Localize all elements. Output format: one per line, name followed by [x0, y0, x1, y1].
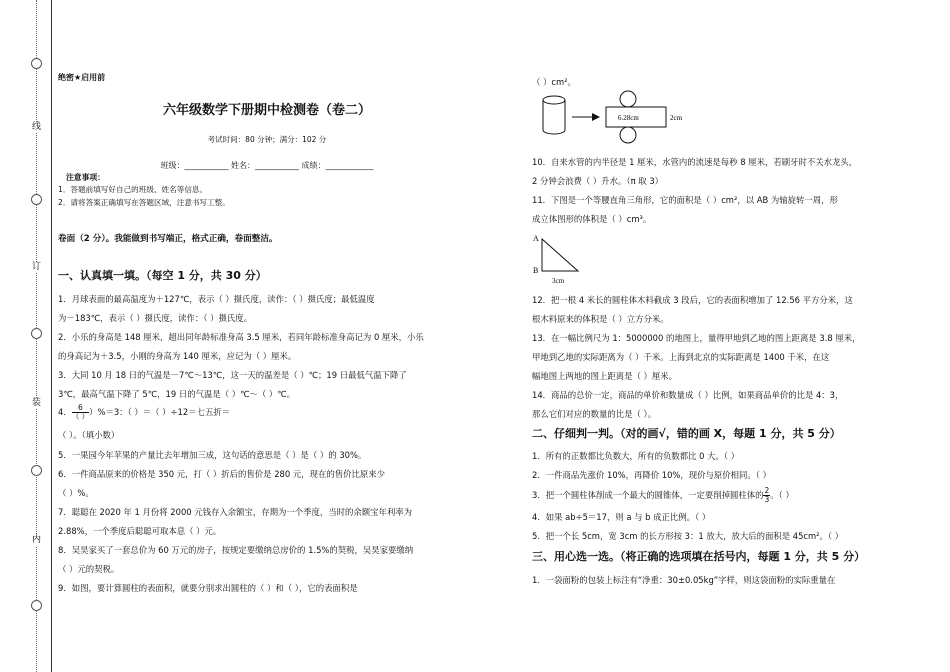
question-line: 2 分钟会浪费（ ）升水。（π 取 3）: [532, 176, 664, 186]
q4-rest: ）%＝3：（ ）＝（ ）÷12＝七五折＝: [89, 407, 231, 417]
binding-hole-circle: [31, 600, 42, 611]
question-line: 8．吴昊家买了一套总价为 60 万元的房子，按规定要缴纳总房价的 1.5%的契税，吴昊家要缴纳: [58, 545, 414, 555]
note-item: 2．请将答案正确填写在答题区域，注意书写工整。: [58, 198, 230, 207]
binding-hole-circle: [31, 194, 42, 205]
question-line: 2.88%，一个季度后聪聪可取本息（ ）元。: [58, 526, 222, 536]
binding-label-xian: 线: [31, 122, 41, 132]
cylinder-top: [543, 96, 565, 104]
judge-item: 5．把一个长 5cm，宽 3cm 的长方形按 3：1 放大，放大后的面积是 45cm²。（ ）: [532, 531, 844, 541]
question-line: 那么它们对应的数量的比是（ ）。: [532, 409, 657, 419]
question-line: （ ）cm²。: [532, 77, 576, 87]
binding-margin: [0, 0, 52, 672]
binding-label-zhuang: 装: [31, 398, 41, 408]
question-line: （ ）%。: [58, 488, 94, 498]
question-line: 6．一件商品原来的价格是 350 元，打（ ）折后的售价是 280 元，现在的售价比原来少: [58, 469, 385, 479]
secret-label: 绝密★启用前: [58, 73, 106, 82]
question-line: 5．一果园今年苹果的产量比去年增加三成，这句话的意思是（ ）是（ ）的 30%。: [58, 450, 367, 460]
question-line: 13．在一幅比例尺为 1：5000000 的地图上，量得甲地到乙地的图上距离是 3.8 厘米，: [532, 333, 861, 343]
point-a-label: A: [533, 234, 539, 243]
net-height-label: 2cm: [670, 114, 683, 122]
question-line: 为－183℃，表示（ ）摄氏度，读作：（ ）摄氏度。: [58, 313, 253, 323]
q4-fraction: [72, 404, 89, 421]
q4-fraction-numerator: 6: [72, 404, 89, 413]
q4-prefix: 4．: [58, 407, 72, 417]
question-line: 甲地到乙地的实际距离为（ ）千米。上海到北京的实际距离是 1400 千米，在这: [532, 352, 830, 362]
judge-item: 1．所有的正数都比负数大，所有的负数都比 0 大。（ ）: [532, 451, 740, 461]
net-top-circle: [620, 91, 636, 107]
right-triangle: [542, 239, 578, 271]
judge-item-3: [532, 487, 794, 504]
exam-info: 考试时间：80 分钟；满分：102 分: [207, 135, 327, 144]
net-length-label: 6.28cm: [618, 114, 639, 122]
notes-title: 注意事项：: [66, 173, 105, 182]
judge-item: 4．如果 ab÷5＝17，则 a 与 b 成正比例。（ ）: [532, 512, 711, 522]
judge3-fraction-denominator: 3: [764, 495, 770, 504]
section2-title: 二、仔细判一判。（对的画√，错的画 X，每题 1 分，共 5 分）: [532, 427, 841, 440]
arrow-head-icon: [592, 113, 600, 121]
base-length-label: 3cm: [552, 277, 565, 285]
question-line: 11．下图是一个等腰直角三角形，它的面积是（ ）cm²，以 AB 为轴旋转一周，形: [532, 195, 838, 205]
binding-label-nei: 内: [31, 535, 41, 545]
point-b-label: B: [533, 266, 539, 275]
binding-solid-line: [51, 0, 52, 672]
triangle-figure: [532, 230, 592, 290]
judge3-text: 3．把一个圆柱体削成一个最大的圆锥体，一定要削掉圆柱体的: [532, 490, 764, 500]
cylinder-figure: [540, 90, 700, 146]
section3-title: 三、用心选一选。（将正确的选项填在括号内，每题 1 分，共 5 分）: [532, 550, 866, 563]
question-line: 1．月球表面的最高温度为＋127℃，表示（ ）摄氏度，读作：（ ）摄氏度；最低温度: [58, 294, 375, 304]
question-line: 幅地图上两地的图上距离是（ ）厘米。: [532, 371, 678, 381]
q4-fraction-denominator: （ ）: [71, 412, 90, 421]
question-line: 成立体图形的体积是（ ）cm³。: [532, 214, 652, 224]
question-line: 的身高记为＋3.5，小刚的身高为 140 厘米，应记为（ ）厘米。: [58, 351, 297, 361]
question-line: 2．小乐的身高是 148 厘米，超出同年龄标准身高 3.5 厘米，若同年龄标准身高记为 0 厘米，小乐: [58, 332, 424, 342]
binding-hole-circle: [31, 328, 42, 339]
judge3-tail: 。（ ）: [770, 490, 794, 500]
judge3-fraction-numerator: 2: [764, 486, 770, 495]
question-line: 3℃，最高气温下降了 5℃，19 日的气温是（ ）℃～（ ）℃。: [58, 389, 296, 399]
judge-item: 2．一件商品先涨价 10%，再降价 10%，现价与原价相同。（ ）: [532, 470, 771, 480]
question-line: 7．聪聪在 2020 年 1 月份将 2000 元钱存入余额宝，存期为一个季度，当时的余额宝年利率为: [58, 507, 413, 517]
exam-title: 六年级数学下册期中检测卷（卷二）: [162, 103, 371, 118]
question-line: 3．大同 10 月 18 日的气温是－7℃～13℃，这一天的温差是（ ）℃；19 日最低气温下降了: [58, 370, 407, 380]
binding-label-ding: 订: [31, 262, 41, 272]
neatness-statement: 卷面（2 分）。我能做到书写端正，格式正确，卷面整洁。: [58, 234, 278, 244]
cylinder-bottom: [543, 130, 565, 134]
student-fields: 班级：___________ 姓名：___________ 成绩：____________: [160, 161, 374, 170]
question-4-line: [58, 404, 230, 421]
question-line: 根木料原来的体积是（ ）立方分米。: [532, 314, 669, 324]
question-line: （ ）元的契税。: [58, 564, 120, 574]
note-item: 1．答题前填写好自己的班级、姓名等信息。: [58, 185, 208, 194]
question-line: 12．把一根 4 米长的圆柱体木料截成 3 段后，它的表面积增加了 12.56 平方分米，这: [532, 295, 853, 305]
question-line: （ ）。（填小数）: [58, 430, 120, 440]
question-line: 9．如图，要计算圆柱的表面积，就要分别求出圆柱的（ ）和（ ），它的表面积是: [58, 583, 358, 593]
net-bottom-circle: [620, 127, 636, 143]
binding-hole-circle: [31, 465, 42, 476]
binding-hole-circle: [31, 58, 42, 69]
question-line: 10．自来水管的内半径是 1 厘米，水管内的流速是每秒 8 厘米，若刷牙时不关水龙头，: [532, 157, 858, 167]
question-line: 14．商品的总价一定，商品的单价和数量成（ ）比例，如果商品单价的比是 4：3，: [532, 390, 844, 400]
section1-title: 一、认真填一填。（每空 1 分，共 30 分）: [58, 269, 267, 282]
choice-item: 1．一袋面粉的包装上标注有“净重：30±0.05kg”字样，则这袋面粉的实际重量在: [532, 575, 836, 585]
